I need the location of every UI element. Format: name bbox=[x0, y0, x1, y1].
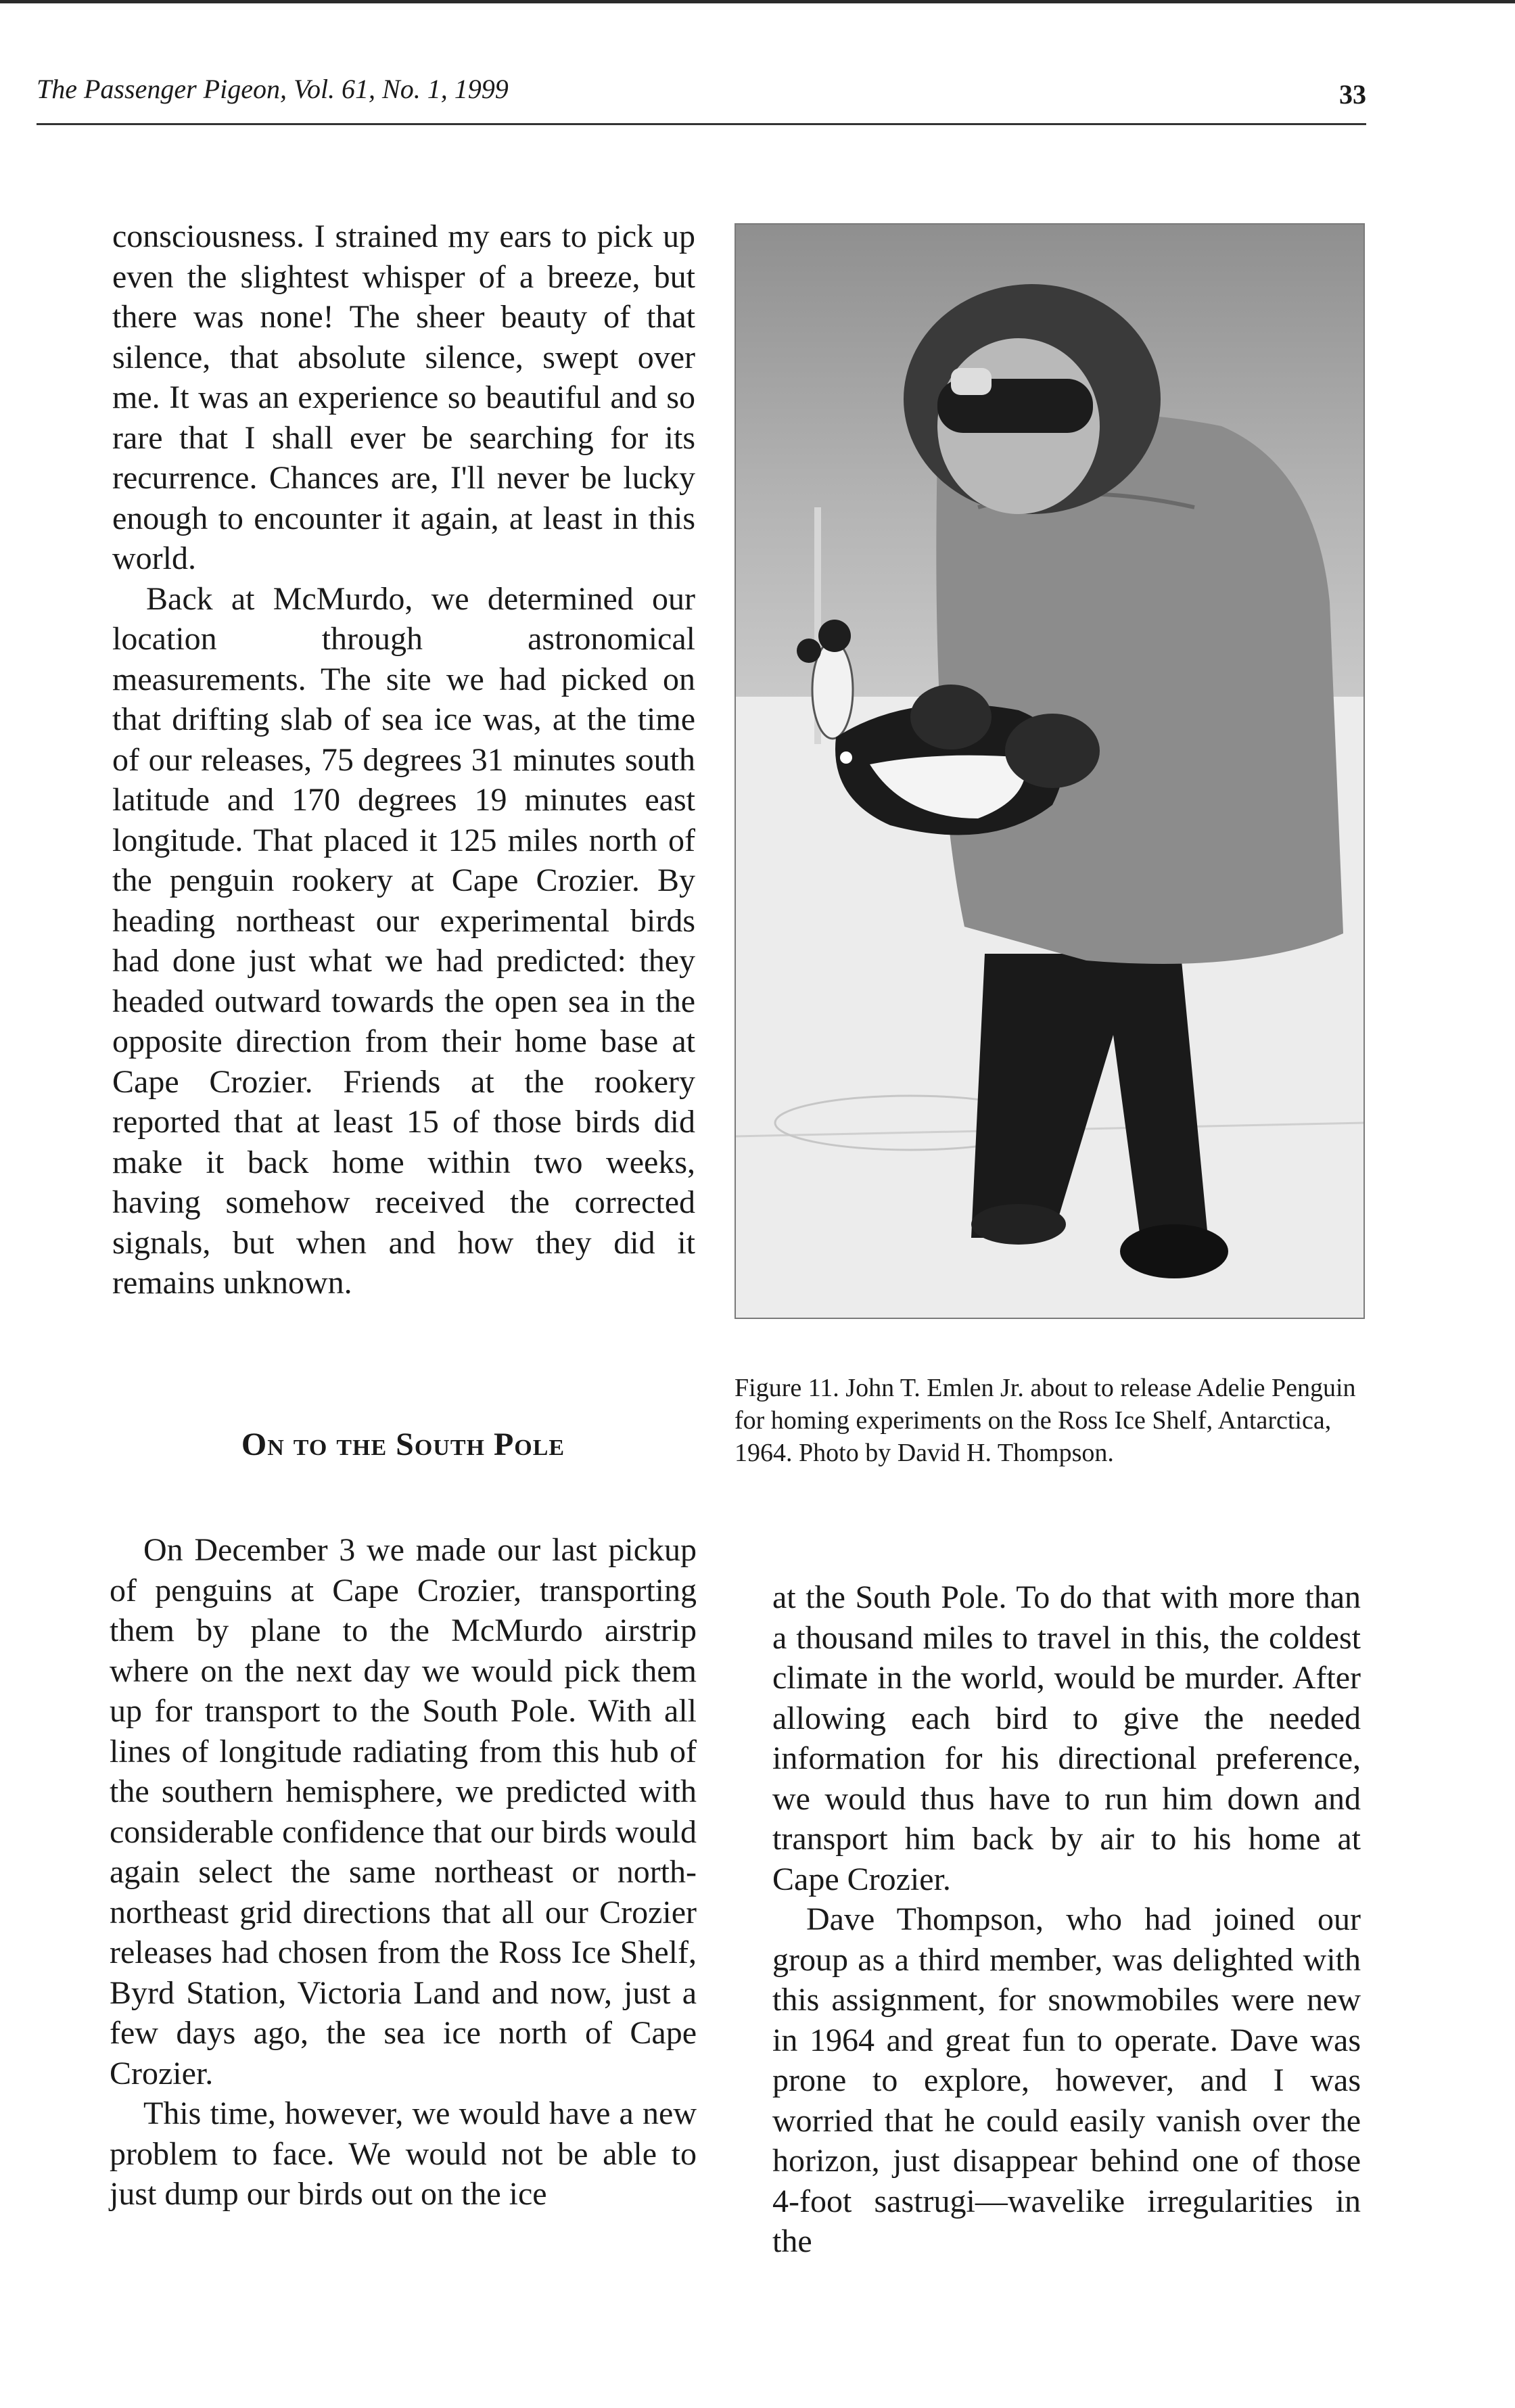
left-column-bottom-text bbox=[110, 1530, 697, 2215]
section-heading: On to the South Pole bbox=[241, 1427, 565, 1462]
running-head bbox=[37, 70, 1366, 125]
paragraph: consciousness. I strained my ears to pick up even the slightest whisper of a breeze, but there was none! The sheer beauty of that silence, that absolute silence, swept over me. It was an experience so beautiful and so rare that I shall ever be searching for its recurrence. Chances are, I'll never be lucky enough to encounter it again, at least in this world. bbox=[112, 218, 695, 576]
distant-penguin-head bbox=[818, 620, 851, 652]
paragraph: at the South Pole. To do that with more than a thousand miles to travel in this, the coldest climate in the world, would be murder. After allowing each bird to give the needed information for his directional preference, we would thus have to run him down and transport him back by air to his home at Cape Crozier. bbox=[772, 1579, 1361, 1897]
paragraph: This time, however, we would have a new problem to face. We would not be able to just dump our birds out on the ice bbox=[110, 2096, 697, 2212]
penguin-eye bbox=[840, 751, 852, 764]
journal-citation: The Passenger Pigeon, Vol. 61, No. 1, 1999 bbox=[37, 74, 509, 104]
paragraph: Back at McMurdo, we determined our location through astronomical measurements. The site we had picked on that drifting slab of sea ice was, at the time of our releases, 75 degrees 31 minutes south latitude and 170 degrees 19 minutes east longitude. That placed it 125 miles north of the penguin rookery at Cape Crozier. By heading northeast our experimental birds had done just what we had predicted: they headed outward towards the open sea in the opposite direction from their home base at Cape Crozier. Friends at the rookery reported that at least 15 of those birds did make it back home within two weeks, having somehow received the corrected signals, but when and how they did it remains unknown. bbox=[112, 580, 695, 1301]
photo-illustration bbox=[735, 223, 1365, 1319]
figure-photo bbox=[735, 223, 1365, 1319]
paragraph: Dave Thompson, who had joined our group as a third member, was delighted with this assignment, for snowmobiles were new in 1964 and great fun to operate. Dave was prone to explore, however, and I was worried that he could easily vanish over the horizon, just disappear behind one of those 4-foot sastrugi—wavelike irregularities in the bbox=[772, 1901, 1361, 2259]
man-boot bbox=[1120, 1224, 1228, 1278]
man-glove-right bbox=[910, 685, 992, 749]
goggles-strap-highlight bbox=[951, 368, 992, 395]
figure-caption: Figure 11. John T. Emlen Jr. about to release Adelie Penguin for homing experiments on the Ross Ice Shelf, Antarctica, 1964. Photo by David H. Thompson. bbox=[735, 1374, 1356, 1467]
page-number: 33 bbox=[1339, 79, 1366, 110]
man-glove-left bbox=[1005, 714, 1100, 788]
man-boot-left bbox=[971, 1204, 1066, 1245]
paragraph: On December 3 we made our last pickup of penguins at Cape Crozier, transporting them by plane to the McMurdo airstrip where on the next day we would pick them up for transport to the South Pole. With all lines of longitude radiating from this hub of the southern hemisphere, we predicted with considerable confidence that our birds would again select the same northeast or north-northeast grid directions that all our Crozier releases had chosen from the Ross Ice Shelf, Byrd Station, Victoria Land and now, just a few days ago, the sea ice north of Cape Crozier. bbox=[110, 1532, 697, 2091]
left-column-top-text bbox=[112, 216, 695, 1303]
top-border-rule bbox=[0, 0, 1515, 3]
right-column-bottom-text bbox=[772, 1577, 1361, 2262]
second-penguin-head bbox=[797, 639, 821, 663]
